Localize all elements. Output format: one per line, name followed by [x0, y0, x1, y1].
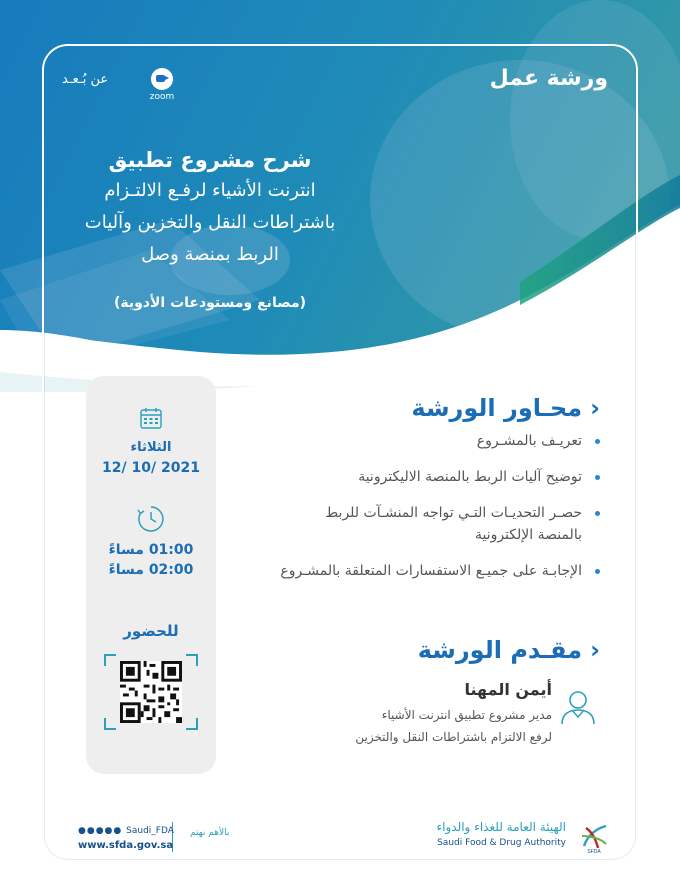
chevron-right-icon: ‹ — [590, 394, 600, 422]
social-row — [78, 826, 174, 836]
title-line-2: انترنت الأشياء لرفـع الالتـزام — [104, 180, 316, 201]
chevron-right-icon: ‹ — [590, 636, 600, 664]
title-line-4: الربط بمنصة وصل — [141, 244, 279, 265]
subtitle: (مصانع ومستودعات الأدوية) — [113, 295, 307, 311]
social-icons[interactable]: ●●●●● — [78, 826, 127, 836]
topic-item: تعريـف بالمشـروع — [277, 430, 582, 452]
workshop-badge: ورشة عمل — [489, 66, 608, 91]
zoom-label: zoom — [149, 92, 175, 102]
topics-heading — [411, 394, 600, 422]
slogan: بالأهم نهتم — [190, 828, 230, 838]
presenter-heading — [418, 636, 600, 664]
sfda-logo — [576, 818, 612, 854]
org-name-ar: الهيئة العامة للغذاء والدواء — [436, 820, 566, 834]
website-link[interactable]: www.sfda.gov.sa — [78, 840, 174, 851]
attend-label: للحضور — [123, 622, 179, 640]
clock-icon — [136, 504, 166, 534]
topic-item: توضيح آليات الربط بالمنصة الاليكترونية — [277, 466, 582, 488]
social-handle: Saudi_FDA — [126, 826, 174, 836]
title-line-1: شرح مشروع تطبيق — [108, 148, 312, 172]
start-time: 01:00 مساءً — [108, 542, 194, 558]
calendar-icon — [139, 406, 163, 430]
topics-heading-text: محـاور الورشة — [411, 394, 583, 422]
zoom-icon — [151, 68, 173, 90]
schedule-panel — [86, 376, 216, 774]
topic-item: حصـر التحديـات التـي تواجه المنشـآت للربط بالمنصة الإلكترونية — [277, 502, 582, 546]
sfda-logo-caption: SFDA — [587, 849, 601, 854]
date-label: 12/ 10/ 2021 — [102, 460, 200, 476]
user-icon — [558, 686, 598, 726]
presenter-heading-text: مقـدم الورشة — [417, 636, 583, 664]
zoom-logo — [146, 68, 178, 102]
end-time: 02:00 مساءً — [108, 562, 194, 578]
presenter-role-line-2: لرفع الالتزام باشتراطات النقل والتخزين — [355, 730, 552, 744]
topics-list — [277, 430, 600, 596]
qr-code[interactable] — [120, 660, 182, 724]
org-name-en: Saudi Food & Drug Authority — [437, 838, 566, 848]
day-label: الثلاثاء — [130, 440, 172, 455]
remote-label: عن بُـعـد — [62, 72, 109, 87]
topic-item: الإجابـة على جميـع الاستفسارات المتعلقة بالمشـروع — [277, 560, 582, 582]
presenter-name: أيمن المهنا — [464, 680, 552, 699]
title-line-3: باشتراطات النقل والتخزين وآليات — [84, 212, 336, 233]
presenter-role-line-1: مدير مشروع تطبيق انترنت الأشياء — [381, 708, 552, 722]
